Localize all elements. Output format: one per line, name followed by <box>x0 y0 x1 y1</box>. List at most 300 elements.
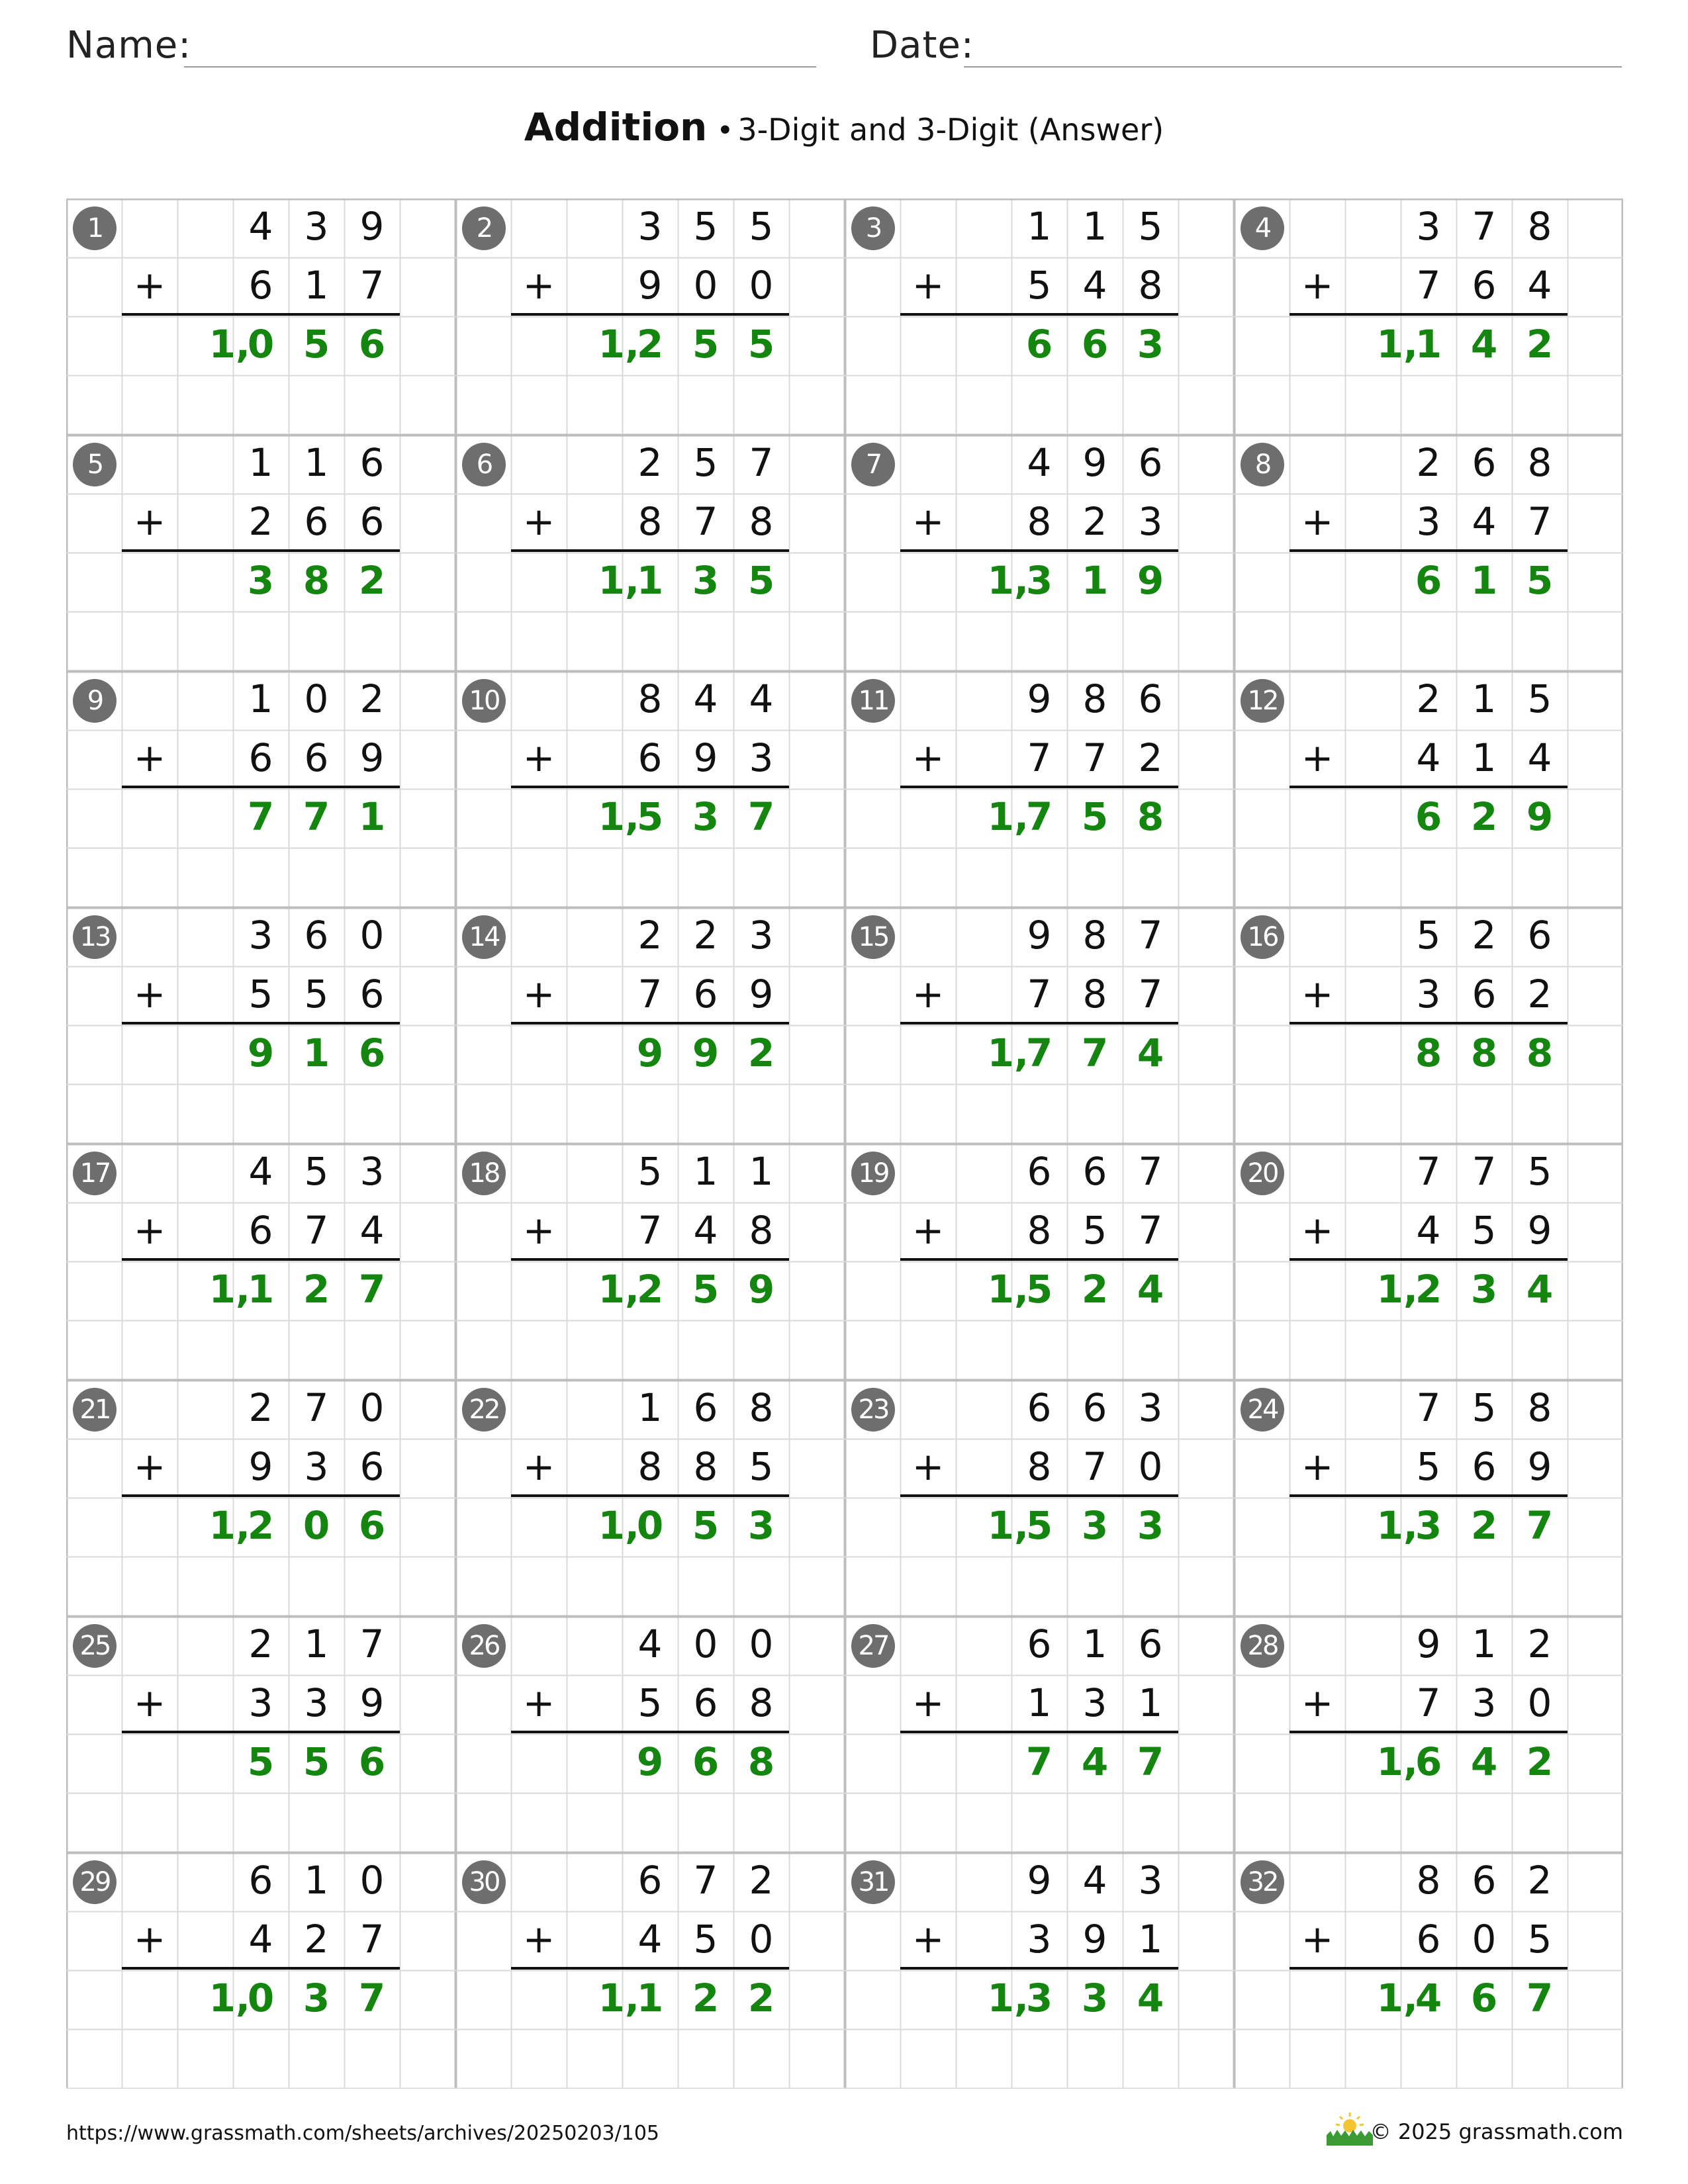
problem-26 <box>455 1616 845 1852</box>
digit-cell: 7 <box>1082 1444 1107 1489</box>
digit-cell: 4 <box>1137 1267 1164 1312</box>
digit-cell <box>956 199 1011 254</box>
digit-cell: 7 <box>359 1917 385 1962</box>
digit-cell: 7 <box>637 972 663 1017</box>
addend-bottom-row <box>900 1439 1178 1494</box>
digit-cell <box>511 1970 567 2026</box>
digit-cell: 5 <box>304 1149 329 1194</box>
digit-cell <box>567 671 622 727</box>
answer-row <box>1289 1498 1568 1553</box>
addend-bottom-row <box>122 730 400 786</box>
addend-bottom-row <box>1289 1911 1568 1967</box>
plus-sign: + <box>1301 1444 1334 1489</box>
digit-cell: 9 <box>248 1444 273 1489</box>
digit-cell <box>122 1144 177 1199</box>
answer-row <box>1289 316 1568 372</box>
digit-cell <box>956 1144 1011 1199</box>
digit-cell <box>1289 1261 1345 1317</box>
digit-cell <box>900 316 956 372</box>
thousands-comma: , <box>1014 1503 1029 1548</box>
digit-cell <box>511 1144 567 1199</box>
digit-cell: 9 <box>636 1739 664 1784</box>
digit-cell: 7 <box>1025 1030 1053 1075</box>
digit-cell: 5 <box>1027 263 1052 308</box>
problem-28 <box>1234 1616 1623 1852</box>
digit-cell: 1 , <box>1376 322 1419 367</box>
digit-cell: 0 <box>693 1621 718 1666</box>
digit-cell <box>900 1261 956 1317</box>
digit-cell: 8 <box>1027 1208 1052 1253</box>
digit-cell: 7 <box>358 1267 386 1312</box>
digit-cell: 7 <box>304 1385 329 1430</box>
digit-cell: 3 <box>1025 1976 1053 2021</box>
sum-rule-line <box>1289 786 1568 788</box>
sum-rule-line <box>900 1967 1178 1970</box>
digit-cell: 1 <box>1470 558 1498 603</box>
answer-row <box>900 553 1178 608</box>
digit-cell: 2 <box>1138 735 1163 780</box>
digit-cell: 6 <box>304 735 329 780</box>
digit-cell <box>177 966 233 1022</box>
digit-cell <box>1345 1025 1401 1081</box>
addend-top-row <box>1289 1852 1568 1908</box>
digit-cell: 5 <box>1025 1503 1053 1548</box>
addend-bottom-row <box>900 730 1178 786</box>
digit-cell <box>1289 671 1345 727</box>
digit-cell: 4 <box>1137 1976 1164 2021</box>
digit-cell <box>567 257 622 313</box>
digit-cell: 1 , <box>209 1976 251 2021</box>
addend-top-row <box>122 907 400 963</box>
digit-cell <box>900 1616 956 1672</box>
digit-cell: 2 <box>248 1621 273 1666</box>
digit-cell: 6 <box>359 499 385 544</box>
plus-sign: + <box>912 1444 945 1489</box>
digit-cell: 1 <box>1082 204 1107 249</box>
thousands-comma: , <box>625 1267 640 1312</box>
problem-number-badge: 7 <box>851 443 895 486</box>
answer-row <box>900 1970 1178 2026</box>
digit-cell <box>177 1616 233 1672</box>
digit-cell <box>956 435 1011 490</box>
digit-cell: 2 <box>637 440 663 485</box>
sum-rule-line <box>511 1022 789 1024</box>
plus-sign: + <box>1301 972 1334 1017</box>
digit-cell <box>567 1616 622 1672</box>
plus-sign: + <box>133 263 166 308</box>
digit-cell: 6 <box>248 1858 273 1903</box>
problem-10 <box>455 671 845 907</box>
digit-cell: 5 <box>749 1444 774 1489</box>
title-bullet: • <box>716 114 734 148</box>
digit-cell: 4 <box>1416 1208 1441 1253</box>
digit-cell <box>177 1675 233 1731</box>
digit-cell: 7 <box>303 794 330 839</box>
problem-number-badge: 29 <box>73 1860 117 1904</box>
plus-sign: + <box>1301 1208 1334 1253</box>
problem-8 <box>1234 435 1623 671</box>
digit-cell <box>567 907 622 963</box>
digit-cell: 6 <box>1415 1739 1442 1784</box>
problem-number-badge: 16 <box>1241 915 1284 959</box>
digit-cell: 3 <box>304 204 329 249</box>
digit-cell: 5 <box>1527 676 1552 721</box>
problem-number-badge: 30 <box>462 1860 506 1904</box>
name-line[interactable] <box>184 66 816 68</box>
digit-cell <box>956 907 1011 963</box>
digit-cell <box>1345 671 1401 727</box>
digit-cell: 8 <box>749 499 774 544</box>
problem-number-badge: 22 <box>462 1388 506 1432</box>
digit-cell <box>511 199 567 254</box>
digit-cell: 9 <box>749 972 774 1017</box>
digit-cell: 9 <box>1527 1208 1552 1253</box>
digit-cell: 2 <box>636 322 664 367</box>
plus-sign: + <box>133 735 166 780</box>
digit-cell: 3 <box>304 1680 329 1725</box>
digit-cell: 2 <box>1526 1739 1554 1784</box>
addend-bottom-row <box>1289 1675 1568 1731</box>
digit-cell: 4 <box>248 204 273 249</box>
sum-rule-line <box>900 1022 1178 1024</box>
digit-cell <box>511 1025 567 1081</box>
problem-number-badge: 15 <box>851 915 895 959</box>
sum-rule-line <box>1289 1494 1568 1497</box>
digit-cell: 6 <box>359 1444 385 1489</box>
digit-cell: 0 <box>359 913 385 958</box>
digit-cell: 7 <box>1138 1208 1163 1253</box>
plus-sign: + <box>1301 263 1334 308</box>
digit-cell: 1 <box>304 440 329 485</box>
digit-cell: 9 <box>637 263 663 308</box>
digit-cell: 0 <box>636 1503 664 1548</box>
digit-cell: 7 <box>1025 794 1053 839</box>
digit-cell: 0 <box>303 1503 330 1548</box>
addend-bottom-row <box>511 257 789 313</box>
addend-bottom-row <box>511 1675 789 1731</box>
digit-cell: 7 <box>1472 1149 1497 1194</box>
digit-cell <box>567 435 622 490</box>
sum-rule-line <box>900 1731 1178 1733</box>
thousands-comma: , <box>1403 1267 1419 1312</box>
digit-cell: 6 <box>1416 1917 1441 1962</box>
digit-cell: 0 <box>749 1917 774 1962</box>
digit-cell <box>177 435 233 490</box>
digit-cell: 5 <box>1527 1149 1552 1194</box>
addend-bottom-row <box>900 1911 1178 1967</box>
digit-cell: 3 <box>1081 1976 1109 2021</box>
digit-cell: 1 , <box>209 1267 251 1312</box>
plus-sign: + <box>912 1208 945 1253</box>
problem-29 <box>66 1852 455 2089</box>
digit-cell <box>511 1734 567 1790</box>
digit-cell: 6 <box>1027 1621 1052 1666</box>
digit-cell <box>956 671 1011 727</box>
digit-cell: 1 <box>749 1149 774 1194</box>
digit-cell: 9 <box>1027 1858 1052 1903</box>
digit-cell: 4 <box>637 1621 663 1666</box>
plus-sign: + <box>912 1917 945 1962</box>
digit-cell: 6 <box>1415 558 1442 603</box>
digit-cell: 1 , <box>1376 1739 1419 1784</box>
digit-cell <box>567 1203 622 1258</box>
digit-cell: 2 <box>1416 676 1441 721</box>
digit-cell: 9 <box>359 204 385 249</box>
digit-cell <box>1289 1970 1345 2026</box>
problem-14 <box>455 907 845 1144</box>
digit-cell <box>177 1911 233 1967</box>
digit-cell: 3 <box>1138 1858 1163 1903</box>
sum-rule-line <box>1289 1022 1568 1024</box>
digit-cell: 9 <box>693 735 718 780</box>
digit-cell: 1 , <box>598 558 640 603</box>
digit-cell: 7 <box>1138 972 1163 1017</box>
answer-row <box>511 1498 789 1553</box>
digit-cell: 5 <box>1472 1385 1497 1430</box>
digit-cell: 7 <box>1527 499 1552 544</box>
problem-number-badge: 2 <box>462 206 506 250</box>
addend-bottom-row <box>900 1675 1178 1731</box>
digit-cell <box>511 1616 567 1672</box>
digit-cell <box>1345 1144 1401 1199</box>
answer-row <box>900 789 1178 844</box>
digit-cell: 8 <box>1137 794 1164 839</box>
addend-bottom-row <box>900 966 1178 1022</box>
digit-cell: 8 <box>1027 499 1052 544</box>
digit-cell: 7 <box>1138 913 1163 958</box>
digit-cell <box>567 1025 622 1081</box>
digit-cell <box>177 1439 233 1494</box>
digit-cell: 6 <box>637 735 663 780</box>
answer-row <box>511 1261 789 1317</box>
digit-cell <box>177 1380 233 1435</box>
digit-cell: 1 <box>248 676 273 721</box>
digit-cell: 0 <box>749 263 774 308</box>
sum-rule-line <box>511 549 789 552</box>
digit-cell <box>956 316 1011 372</box>
digit-cell <box>900 1734 956 1790</box>
digit-cell: 3 <box>692 558 720 603</box>
digit-cell <box>511 1380 567 1435</box>
digit-cell: 6 <box>693 972 718 1017</box>
digit-cell: 8 <box>1416 1858 1441 1903</box>
problem-number-badge: 9 <box>73 679 117 723</box>
thousands-comma: , <box>625 794 640 839</box>
thousands-comma: , <box>236 1976 251 2021</box>
digit-cell: 3 <box>1416 499 1441 544</box>
problem-12 <box>1234 671 1623 907</box>
addend-bottom-row <box>1289 494 1568 549</box>
digit-cell <box>177 907 233 963</box>
digit-cell <box>177 494 233 549</box>
name-label: Name: <box>66 24 192 67</box>
digit-cell <box>567 1852 622 1908</box>
digit-cell: 5 <box>304 972 329 1017</box>
digit-cell: 4 <box>1416 735 1441 780</box>
digit-cell: 3 <box>1416 204 1441 249</box>
digit-cell <box>1345 1380 1401 1435</box>
digit-cell: 6 <box>359 440 385 485</box>
digit-cell: 1 <box>637 1385 663 1430</box>
digit-cell: 2 <box>1526 322 1554 367</box>
digit-cell: 9 <box>1137 558 1164 603</box>
digit-cell <box>900 671 956 727</box>
digit-cell: 1 , <box>1376 1976 1419 2021</box>
problem-20 <box>1234 1144 1623 1380</box>
answer-row <box>122 1498 400 1553</box>
digit-cell: 4 <box>359 1208 385 1253</box>
digit-cell <box>900 435 956 490</box>
digit-cell: 3 <box>1472 1680 1497 1725</box>
digit-cell: 4 <box>1526 1267 1554 1312</box>
digit-cell: 8 <box>1082 972 1107 1017</box>
digit-cell: 2 <box>359 676 385 721</box>
digit-cell: 9 <box>1526 794 1554 839</box>
answer-row <box>1289 553 1568 608</box>
problem-9 <box>66 671 455 907</box>
problem-15 <box>845 907 1234 1144</box>
answer-row <box>122 316 400 372</box>
answer-row <box>122 789 400 844</box>
problem-number-badge: 10 <box>462 679 506 723</box>
digit-cell <box>1345 1911 1401 1967</box>
addend-bottom-row <box>511 494 789 549</box>
digit-cell <box>511 907 567 963</box>
digit-cell: 3 <box>304 1444 329 1489</box>
problem-7 <box>845 435 1234 671</box>
addend-top-row <box>900 1144 1178 1199</box>
digit-cell: 2 <box>1527 972 1552 1017</box>
addend-bottom-row <box>1289 966 1568 1022</box>
digit-cell <box>1289 1144 1345 1199</box>
plus-sign: + <box>133 1444 166 1489</box>
digit-cell: 2 <box>747 1976 775 2021</box>
digit-cell: 7 <box>359 263 385 308</box>
problem-number-badge: 21 <box>73 1388 117 1432</box>
digit-cell: 9 <box>1416 1621 1441 1666</box>
digit-cell <box>122 199 177 254</box>
digit-cell: 3 <box>359 1149 385 1194</box>
thousands-comma: , <box>1014 1030 1029 1075</box>
answer-row <box>1289 789 1568 844</box>
digit-cell: 5 <box>747 322 775 367</box>
digit-cell: 1 , <box>987 1030 1029 1075</box>
digit-cell <box>567 494 622 549</box>
thousands-comma: , <box>236 1267 251 1312</box>
sum-rule-line <box>1289 1258 1568 1261</box>
problem-11 <box>845 671 1234 907</box>
digit-cell: 3 <box>1138 499 1163 544</box>
digit-cell: 5 <box>692 1267 720 1312</box>
thousands-comma: , <box>1014 794 1029 839</box>
digit-cell: 0 <box>693 263 718 308</box>
digit-cell: 0 <box>749 1621 774 1666</box>
thousands-comma: , <box>625 1503 640 1548</box>
digit-cell: 6 <box>1472 263 1497 308</box>
digit-cell <box>122 671 177 727</box>
digit-cell <box>122 789 177 844</box>
digit-cell <box>122 1734 177 1790</box>
digit-cell: 6 <box>248 1208 273 1253</box>
digit-cell: 6 <box>637 1858 663 1903</box>
problem-3 <box>845 199 1234 435</box>
digit-cell: 1 , <box>987 794 1029 839</box>
digit-cell: 2 <box>358 558 386 603</box>
digit-cell: 3 <box>1082 1680 1107 1725</box>
date-label: Date: <box>870 24 974 67</box>
digit-cell <box>1345 494 1401 549</box>
problem-number-badge: 11 <box>851 679 895 723</box>
plus-sign: + <box>133 1208 166 1253</box>
answer-row <box>122 553 400 608</box>
sum-rule-line <box>900 549 1178 552</box>
digit-cell: 0 <box>359 1385 385 1430</box>
addend-top-row <box>1289 1144 1568 1199</box>
digit-cell <box>567 966 622 1022</box>
plus-sign: + <box>912 972 945 1017</box>
digit-cell: 8 <box>1470 1030 1498 1075</box>
plus-sign: + <box>522 263 555 308</box>
digit-cell <box>122 1261 177 1317</box>
addend-top-row <box>511 1852 789 1908</box>
digit-cell <box>1345 553 1401 608</box>
digit-cell: 6 <box>692 1739 720 1784</box>
digit-cell <box>956 1911 1011 1967</box>
answer-row <box>1289 1261 1568 1317</box>
digit-cell: 6 <box>1415 794 1442 839</box>
answer-row <box>511 1025 789 1081</box>
digit-cell: 7 <box>1027 972 1052 1017</box>
digit-cell: 9 <box>359 1680 385 1725</box>
digit-cell: 5 <box>637 1680 663 1725</box>
sum-rule-line <box>122 313 400 316</box>
digit-cell: 7 <box>637 1208 663 1253</box>
date-line[interactable] <box>964 66 1622 68</box>
digit-cell <box>1345 966 1401 1022</box>
digit-cell <box>177 671 233 727</box>
digit-cell: 1 <box>1472 676 1497 721</box>
problem-17 <box>66 1144 455 1380</box>
addend-bottom-row <box>122 1203 400 1258</box>
problem-22 <box>455 1380 845 1616</box>
problem-number-badge: 20 <box>1241 1152 1284 1195</box>
addend-top-row <box>1289 199 1568 254</box>
thousands-comma: , <box>1403 322 1419 367</box>
problem-number-badge: 14 <box>462 915 506 959</box>
digit-cell <box>177 553 233 608</box>
digit-cell: 1 , <box>209 322 251 367</box>
digit-cell: 7 <box>1027 735 1052 780</box>
digit-cell <box>1345 257 1401 313</box>
addend-top-row <box>511 1144 789 1199</box>
digit-cell: 0 <box>1138 1444 1163 1489</box>
digit-cell: 1 <box>636 558 664 603</box>
digit-cell: 1 , <box>987 1976 1029 2021</box>
digit-cell: 5 <box>1082 1208 1107 1253</box>
digit-cell <box>122 907 177 963</box>
digit-cell: 6 <box>1472 440 1497 485</box>
digit-cell: 4 <box>693 676 718 721</box>
digit-cell: 4 <box>1137 1030 1164 1075</box>
addend-bottom-row <box>511 1911 789 1967</box>
digit-cell: 1 , <box>987 558 1029 603</box>
problem-19 <box>845 1144 1234 1380</box>
digit-cell: 1 <box>358 794 386 839</box>
digit-cell: 4 <box>749 676 774 721</box>
digit-cell: 1 <box>1138 1680 1163 1725</box>
plus-sign: + <box>522 499 555 544</box>
digit-cell <box>1289 199 1345 254</box>
